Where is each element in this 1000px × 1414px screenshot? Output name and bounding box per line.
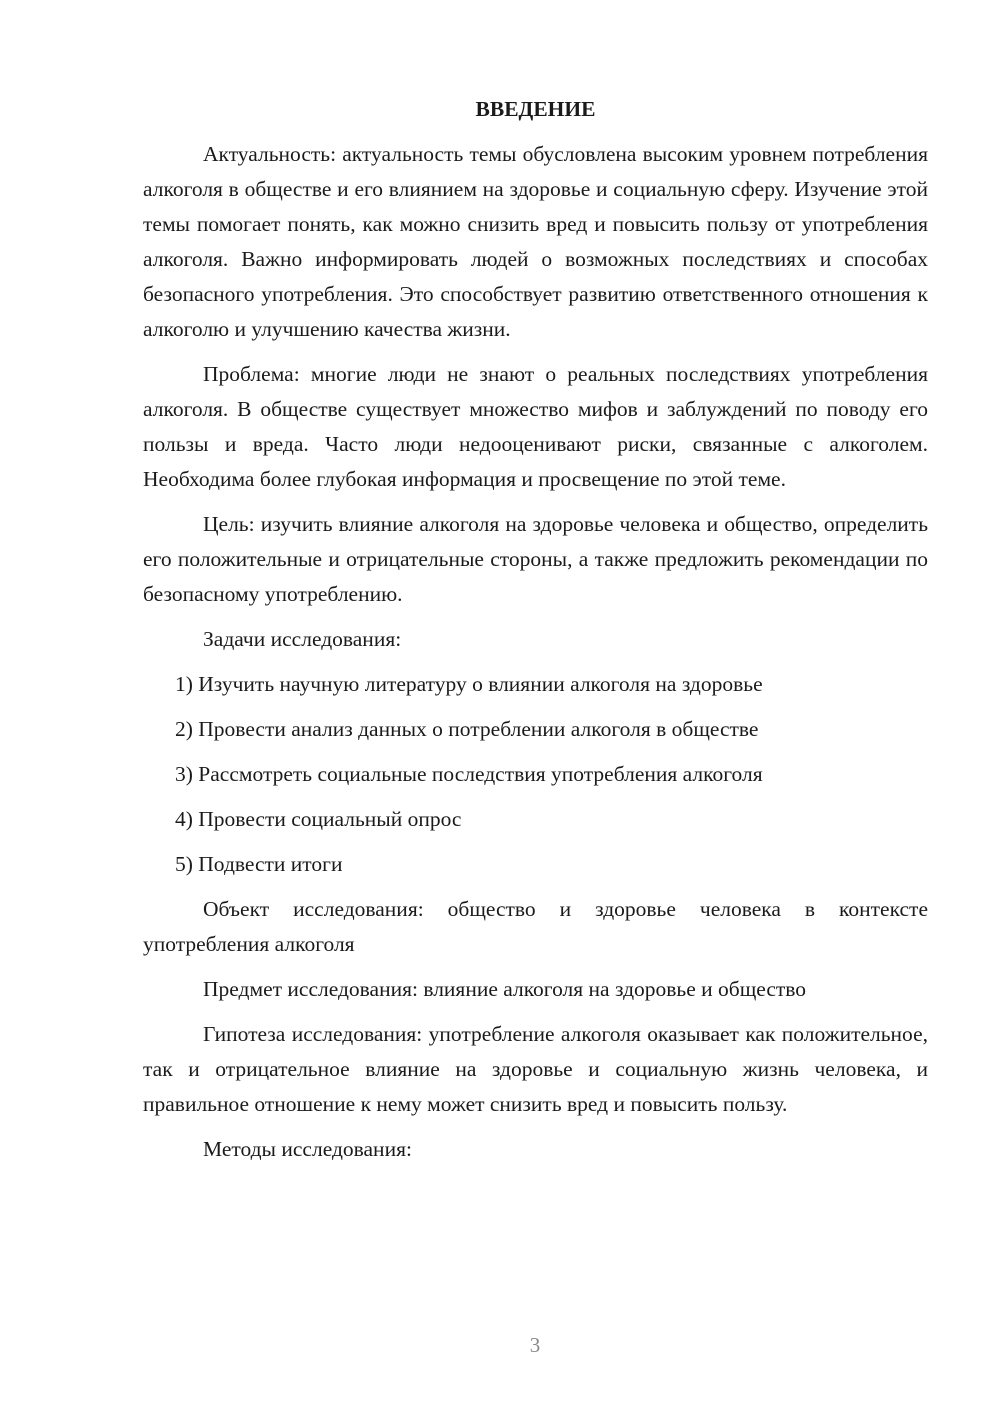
goal-paragraph: Цель: изучить влияние алкоголя на здоровье человека и общество, определить его положительные и отрицательные стороны, а также предложить рекомендации по безопасному употреблению. — [143, 512, 928, 606]
list-item: 3) Рассмотреть социальные последствия употребления алкоголя — [175, 762, 763, 786]
list-item: 1) Изучить научную литературу о влиянии алкоголя на здоровье — [175, 672, 763, 696]
relevance-paragraph: Актуальность: актуальность темы обусловлена высоким уровнем потребления алкоголя в обществе и его влиянием на здоровье и социальную сферу. Изучение этой темы помогает понять, как можно снизить вред и повысить пользу от употребления алкоголя. Важно информировать людей о возможных последствиях и способах безопасного употребления. Это способствует развитию ответственного отношения к алкоголю и улучшению качества жизни. — [143, 142, 928, 341]
methods-heading: Методы исследования: — [203, 1137, 412, 1161]
document-page — [143, 92, 928, 1177]
subject-paragraph: Предмет исследования: влияние алкоголя на здоровье и общество — [203, 977, 807, 1001]
list-item: 2) Провести анализ данных о потреблении алкоголя в обществе — [175, 717, 759, 741]
list-item: 4) Провести социальный опрос — [175, 807, 462, 831]
page-number: 3 — [529, 1333, 541, 1357]
tasks-list — [143, 667, 928, 882]
tasks-heading: Задачи исследования: — [203, 627, 402, 651]
hypothesis-paragraph: Гипотеза исследования: употребление алкоголя оказывает как положительное, так и отрицательное влияние на здоровье и социальную жизнь человека, и правильное отношение к нему может снизить вред и повысить пользу. — [143, 1022, 928, 1116]
object-paragraph: Объект исследования: общество и здоровье человека в контексте употребления алкоголя — [143, 897, 928, 956]
section-title: ВВЕДЕНИЕ — [475, 97, 596, 121]
list-item: 5) Подвести итоги — [175, 852, 343, 876]
problem-paragraph: Проблема: многие люди не знают о реальных последствиях употребления алкоголя. В обществе существует множество мифов и заблуждений по поводу его пользы и вреда. Часто люди недооценивают риски, связанные с алкоголем. Необходима более глубокая информация и просвещение по этой теме. — [143, 362, 928, 491]
